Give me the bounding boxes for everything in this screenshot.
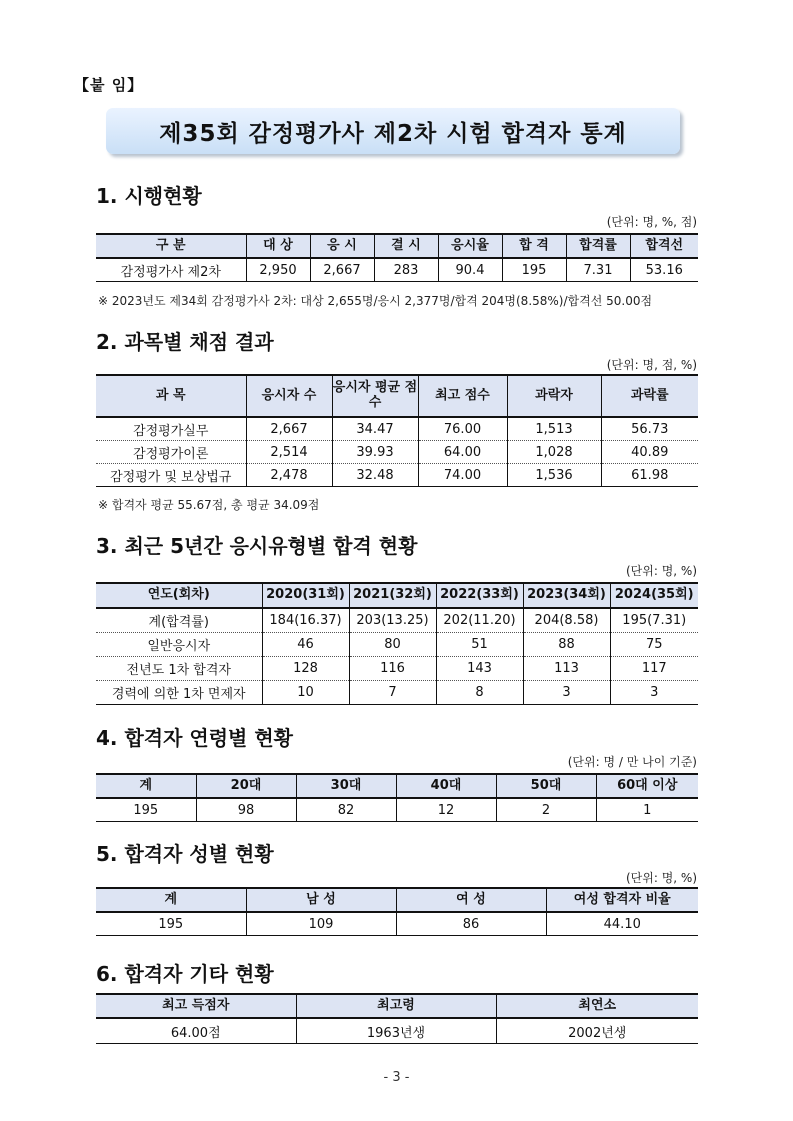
section-1-heading: 1. 시행현황 xyxy=(96,184,202,208)
table-row xyxy=(96,608,698,633)
table-row xyxy=(96,1018,698,1044)
table-cell: 40.89 xyxy=(601,441,698,464)
table-cell: 109 xyxy=(246,912,396,936)
page-title: 제35회 감정평가사 제2차 시험 합격자 통계 xyxy=(106,108,680,154)
section-5-heading: 5. 합격자 성별 현황 xyxy=(96,842,274,866)
column-header: 계 xyxy=(96,888,246,912)
table-row xyxy=(96,798,698,822)
column-header: 최고 득점자 xyxy=(96,994,296,1018)
row-label-cell: 감정평가사 제2차 xyxy=(96,258,246,282)
table-cell: 46 xyxy=(262,633,349,657)
table-cell: 2,478 xyxy=(246,464,332,487)
row-label-cell: 일반응시자 xyxy=(96,633,262,657)
table-cell: 116 xyxy=(349,657,436,681)
table-cell: 8 xyxy=(436,681,523,705)
row-label-cell: 64.00점 xyxy=(96,1018,296,1044)
section-1-note: ※ 2023년도 제34회 감정평가사 2차: 대상 2,655명/응시 2,377명/합격 204명(8.58%)/합격선 50.00점 xyxy=(98,294,653,308)
row-label-cell: 감정평가실무 xyxy=(96,417,246,441)
column-header: 남 성 xyxy=(246,888,396,912)
table-cell: 7 xyxy=(349,681,436,705)
column-header: 합격선 xyxy=(630,234,698,258)
table-cell: 82 xyxy=(296,798,396,822)
table-cell: 2002년생 xyxy=(496,1018,698,1044)
column-header: 응시자 평균 점수 xyxy=(332,375,418,417)
column-header: 여성 합격자 비율 xyxy=(546,888,698,912)
table-cell: 75 xyxy=(610,633,698,657)
section-4-unit: (단위: 명 / 만 나이 기준) xyxy=(567,755,697,769)
column-header: 응시율 xyxy=(438,234,502,258)
table-cell: 53.16 xyxy=(630,258,698,282)
column-header: 최고령 xyxy=(296,994,496,1018)
table-cell: 1,536 xyxy=(507,464,601,487)
table-cell: 98 xyxy=(196,798,296,822)
column-header: 과 목 xyxy=(96,375,246,417)
column-header: 50대 xyxy=(496,774,596,798)
column-header: 구 분 xyxy=(96,234,246,258)
column-header: 과락률 xyxy=(601,375,698,417)
table-cell: 44.10 xyxy=(546,912,698,936)
table-cell: 195 xyxy=(502,258,566,282)
table-cell: 143 xyxy=(436,657,523,681)
column-header: 합 격 xyxy=(502,234,566,258)
table-row xyxy=(96,417,698,441)
table-cell: 32.48 xyxy=(332,464,418,487)
table-cell: 86 xyxy=(396,912,546,936)
table-cell: 7.31 xyxy=(566,258,630,282)
table-cell: 1 xyxy=(596,798,698,822)
column-header: 2020(31회) xyxy=(262,583,349,608)
column-header: 계 xyxy=(96,774,196,798)
column-header: 2021(32회) xyxy=(349,583,436,608)
table-cell: 88 xyxy=(523,633,610,657)
table-row xyxy=(96,912,698,936)
table-cell: 202(11.20) xyxy=(436,608,523,633)
table-cell: 2 xyxy=(496,798,596,822)
table-row xyxy=(96,258,698,282)
column-header: 2022(33회) xyxy=(436,583,523,608)
column-header: 30대 xyxy=(296,774,396,798)
row-label-cell: 감정평가 및 보상법규 xyxy=(96,464,246,487)
table-cell: 12 xyxy=(396,798,496,822)
table-row xyxy=(96,681,698,705)
column-header: 최고 점수 xyxy=(418,375,507,417)
column-header: 응시자 수 xyxy=(246,375,332,417)
table-cell: 76.00 xyxy=(418,417,507,441)
section-3-unit: (단위: 명, %) xyxy=(625,564,697,578)
table-cell: 2,514 xyxy=(246,441,332,464)
other-stats-table xyxy=(96,993,698,1044)
column-header: 여 성 xyxy=(396,888,546,912)
column-header: 최연소 xyxy=(496,994,698,1018)
table-cell: 283 xyxy=(374,258,438,282)
column-header: 연도(회차) xyxy=(96,583,262,608)
table-cell: 34.47 xyxy=(332,417,418,441)
table-cell: 74.00 xyxy=(418,464,507,487)
table-cell: 10 xyxy=(262,681,349,705)
column-header: 60대 이상 xyxy=(596,774,698,798)
column-header: 2024(35회) xyxy=(610,583,698,608)
subject-score-table xyxy=(96,374,698,487)
table-cell: 2,667 xyxy=(310,258,374,282)
section-6-heading: 6. 합격자 기타 현황 xyxy=(96,962,274,986)
column-header: 대 상 xyxy=(246,234,310,258)
table-cell: 113 xyxy=(523,657,610,681)
table-cell: 51 xyxy=(436,633,523,657)
column-header: 결 시 xyxy=(374,234,438,258)
table-cell: 2,667 xyxy=(246,417,332,441)
table-cell: 2,950 xyxy=(246,258,310,282)
row-label-cell: 195 xyxy=(96,912,246,936)
table-row xyxy=(96,441,698,464)
table-cell: 80 xyxy=(349,633,436,657)
gender-distribution-table xyxy=(96,887,698,936)
exam-status-table xyxy=(96,233,698,282)
table-row xyxy=(96,633,698,657)
column-header: 응 시 xyxy=(310,234,374,258)
table-cell: 3 xyxy=(523,681,610,705)
row-label-cell: 감정평가이론 xyxy=(96,441,246,464)
table-cell: 1,513 xyxy=(507,417,601,441)
table-cell: 1963년생 xyxy=(296,1018,496,1044)
section-2-note: ※ 합격자 평균 55.67점, 총 평균 34.09점 xyxy=(98,498,320,512)
section-2-unit: (단위: 명, 점, %) xyxy=(606,358,697,372)
column-header: 40대 xyxy=(396,774,496,798)
row-label-cell: 195 xyxy=(96,798,196,822)
section-1-unit: (단위: 명, %, 점) xyxy=(606,215,697,229)
section-3-heading: 3. 최근 5년간 응시유형별 합격 현황 xyxy=(96,534,418,558)
section-5-unit: (단위: 명, %) xyxy=(625,871,697,885)
row-label-cell: 전년도 1차 합격자 xyxy=(96,657,262,681)
table-cell: 56.73 xyxy=(601,417,698,441)
five-year-pass-table xyxy=(96,582,698,705)
page-number: - 3 - xyxy=(383,1070,410,1085)
attachment-label: 【붙 임】 xyxy=(74,76,144,94)
column-header: 2023(34회) xyxy=(523,583,610,608)
row-label-cell: 경력에 의한 1차 면제자 xyxy=(96,681,262,705)
table-cell: 203(13.25) xyxy=(349,608,436,633)
table-cell: 1,028 xyxy=(507,441,601,464)
table-cell: 39.93 xyxy=(332,441,418,464)
table-row xyxy=(96,657,698,681)
section-2-heading: 2. 과목별 채점 결과 xyxy=(96,330,274,354)
age-distribution-table xyxy=(96,773,698,822)
table-cell: 90.4 xyxy=(438,258,502,282)
row-label-cell: 계(합격률) xyxy=(96,608,262,633)
table-cell: 3 xyxy=(610,681,698,705)
table-cell: 128 xyxy=(262,657,349,681)
column-header: 과락자 xyxy=(507,375,601,417)
table-cell: 64.00 xyxy=(418,441,507,464)
table-cell: 184(16.37) xyxy=(262,608,349,633)
table-row xyxy=(96,464,698,487)
column-header: 20대 xyxy=(196,774,296,798)
table-cell: 61.98 xyxy=(601,464,698,487)
column-header: 합격률 xyxy=(566,234,630,258)
section-4-heading: 4. 합격자 연령별 현황 xyxy=(96,726,293,750)
table-cell: 195(7.31) xyxy=(610,608,698,633)
table-cell: 117 xyxy=(610,657,698,681)
table-cell: 204(8.58) xyxy=(523,608,610,633)
